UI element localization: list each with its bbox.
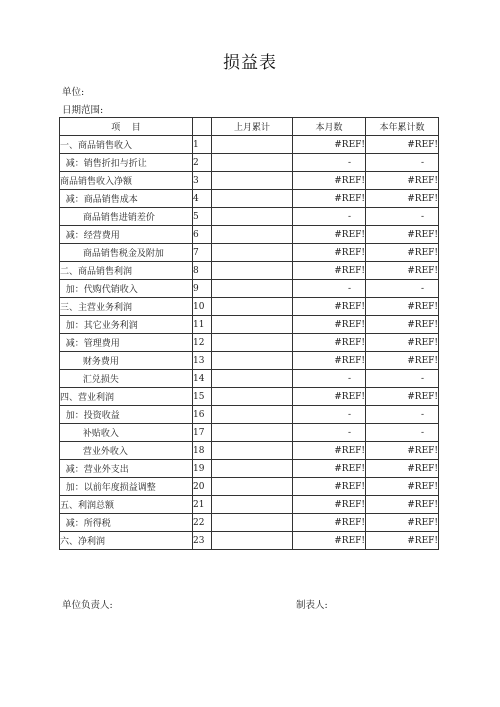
row-line-number: 14 bbox=[193, 370, 212, 388]
row-item-label: 商品销售税金及附加 bbox=[60, 244, 193, 262]
date-range-label: 日期范围: bbox=[62, 105, 104, 116]
header-year-cumulative: 本年累计数 bbox=[366, 118, 439, 136]
row-this-month: #REF! bbox=[293, 334, 366, 352]
row-prev-month-cumulative bbox=[212, 514, 293, 532]
row-line-number: 5 bbox=[193, 208, 212, 226]
row-item-label: 减：管理费用 bbox=[60, 334, 193, 352]
row-this-month: - bbox=[293, 208, 366, 226]
row-line-number: 18 bbox=[193, 442, 212, 460]
row-prev-month-cumulative bbox=[212, 388, 293, 406]
row-line-number: 20 bbox=[193, 478, 212, 496]
row-this-month: #REF! bbox=[293, 172, 366, 190]
table-row bbox=[60, 190, 439, 208]
row-year-cumulative: #REF! bbox=[366, 244, 439, 262]
row-this-month: #REF! bbox=[293, 136, 366, 154]
row-item-label: 补贴收入 bbox=[60, 424, 193, 442]
row-year-cumulative: #REF! bbox=[366, 460, 439, 478]
row-this-month: #REF! bbox=[293, 226, 366, 244]
row-line-number: 2 bbox=[193, 154, 212, 172]
page-title: 损益表 bbox=[223, 53, 277, 73]
row-line-number: 7 bbox=[193, 244, 212, 262]
income-statement-table bbox=[59, 117, 439, 550]
header-prev-month-cumulative: 上月累计 bbox=[212, 118, 293, 136]
row-year-cumulative: #REF! bbox=[366, 262, 439, 280]
row-this-month: #REF! bbox=[293, 388, 366, 406]
row-line-number: 3 bbox=[193, 172, 212, 190]
row-year-cumulative: - bbox=[366, 370, 439, 388]
row-year-cumulative: #REF! bbox=[366, 352, 439, 370]
row-prev-month-cumulative bbox=[212, 226, 293, 244]
row-item-label: 减：商品销售成本 bbox=[60, 190, 193, 208]
row-prev-month-cumulative bbox=[212, 154, 293, 172]
row-prev-month-cumulative bbox=[212, 334, 293, 352]
table-row bbox=[60, 514, 439, 532]
table-row bbox=[60, 406, 439, 424]
row-this-month: #REF! bbox=[293, 190, 366, 208]
row-prev-month-cumulative bbox=[212, 424, 293, 442]
row-line-number: 15 bbox=[193, 388, 212, 406]
row-item-label: 一、商品销售收入 bbox=[60, 136, 193, 154]
row-line-number: 4 bbox=[193, 190, 212, 208]
table-row bbox=[60, 316, 439, 334]
row-this-month: #REF! bbox=[293, 514, 366, 532]
footer-responsible-person: 单位负责人: bbox=[62, 600, 113, 611]
row-this-month: #REF! bbox=[293, 532, 366, 550]
unit-label: 单位: bbox=[62, 87, 85, 98]
row-this-month: #REF! bbox=[293, 244, 366, 262]
table-row bbox=[60, 262, 439, 280]
row-this-month: - bbox=[293, 406, 366, 424]
row-prev-month-cumulative bbox=[212, 496, 293, 514]
table-row bbox=[60, 136, 439, 154]
row-year-cumulative: #REF! bbox=[366, 496, 439, 514]
table-row bbox=[60, 280, 439, 298]
row-prev-month-cumulative bbox=[212, 370, 293, 388]
row-this-month: #REF! bbox=[293, 478, 366, 496]
table-row bbox=[60, 226, 439, 244]
row-year-cumulative: #REF! bbox=[366, 334, 439, 352]
table-row bbox=[60, 442, 439, 460]
row-this-month: #REF! bbox=[293, 496, 366, 514]
row-prev-month-cumulative bbox=[212, 316, 293, 334]
row-item-label: 加：以前年度损益调整 bbox=[60, 478, 193, 496]
row-prev-month-cumulative bbox=[212, 208, 293, 226]
row-year-cumulative: #REF! bbox=[366, 442, 439, 460]
row-year-cumulative: - bbox=[366, 280, 439, 298]
row-line-number: 11 bbox=[193, 316, 212, 334]
header-item: 项 目 bbox=[60, 118, 193, 136]
row-prev-month-cumulative bbox=[212, 460, 293, 478]
row-year-cumulative: #REF! bbox=[366, 514, 439, 532]
row-item-label: 二、商品销售利润 bbox=[60, 262, 193, 280]
row-this-month: - bbox=[293, 424, 366, 442]
table-row bbox=[60, 208, 439, 226]
row-year-cumulative: #REF! bbox=[366, 226, 439, 244]
row-year-cumulative: #REF! bbox=[366, 388, 439, 406]
table-row bbox=[60, 352, 439, 370]
row-year-cumulative: #REF! bbox=[366, 172, 439, 190]
row-item-label: 减：经营费用 bbox=[60, 226, 193, 244]
row-prev-month-cumulative bbox=[212, 190, 293, 208]
row-item-label: 六、净利润 bbox=[60, 532, 193, 550]
row-this-month: #REF! bbox=[293, 442, 366, 460]
row-this-month: #REF! bbox=[293, 316, 366, 334]
row-year-cumulative: #REF! bbox=[366, 136, 439, 154]
row-item-label: 汇兑损失 bbox=[60, 370, 193, 388]
row-line-number: 13 bbox=[193, 352, 212, 370]
table-row bbox=[60, 370, 439, 388]
table-row bbox=[60, 478, 439, 496]
table-body bbox=[60, 136, 439, 550]
row-line-number: 17 bbox=[193, 424, 212, 442]
row-this-month: #REF! bbox=[293, 262, 366, 280]
row-year-cumulative: - bbox=[366, 406, 439, 424]
row-item-label: 减：营业外支出 bbox=[60, 460, 193, 478]
row-line-number: 9 bbox=[193, 280, 212, 298]
row-item-label: 五、利润总额 bbox=[60, 496, 193, 514]
row-year-cumulative: #REF! bbox=[366, 298, 439, 316]
row-prev-month-cumulative bbox=[212, 406, 293, 424]
table-row bbox=[60, 460, 439, 478]
row-item-label: 加：投资收益 bbox=[60, 406, 193, 424]
row-this-month: #REF! bbox=[293, 352, 366, 370]
row-item-label: 三、主营业务利润 bbox=[60, 298, 193, 316]
row-this-month: - bbox=[293, 280, 366, 298]
table-row bbox=[60, 172, 439, 190]
row-item-label: 商品销售收入净额 bbox=[60, 172, 193, 190]
row-line-number: 23 bbox=[193, 532, 212, 550]
row-line-number: 19 bbox=[193, 460, 212, 478]
row-this-month: - bbox=[293, 370, 366, 388]
row-this-month: #REF! bbox=[293, 460, 366, 478]
row-line-number: 1 bbox=[193, 136, 212, 154]
row-item-label: 营业外收入 bbox=[60, 442, 193, 460]
table-row bbox=[60, 154, 439, 172]
table-row bbox=[60, 298, 439, 316]
table-row bbox=[60, 334, 439, 352]
row-prev-month-cumulative bbox=[212, 172, 293, 190]
table-row bbox=[60, 388, 439, 406]
table-header-row bbox=[60, 118, 439, 136]
row-prev-month-cumulative bbox=[212, 532, 293, 550]
row-line-number: 6 bbox=[193, 226, 212, 244]
row-line-number: 10 bbox=[193, 298, 212, 316]
table-row bbox=[60, 496, 439, 514]
row-year-cumulative: #REF! bbox=[366, 316, 439, 334]
footer-preparer: 制表人: bbox=[296, 600, 328, 611]
row-prev-month-cumulative bbox=[212, 280, 293, 298]
row-this-month: #REF! bbox=[293, 298, 366, 316]
row-prev-month-cumulative bbox=[212, 442, 293, 460]
row-item-label: 减：所得税 bbox=[60, 514, 193, 532]
row-item-label: 减：销售折扣与折让 bbox=[60, 154, 193, 172]
row-this-month: - bbox=[293, 154, 366, 172]
row-line-number: 16 bbox=[193, 406, 212, 424]
row-prev-month-cumulative bbox=[212, 262, 293, 280]
row-item-label: 加：其它业务利润 bbox=[60, 316, 193, 334]
row-year-cumulative: - bbox=[366, 208, 439, 226]
row-item-label: 加：代购代销收入 bbox=[60, 280, 193, 298]
table-row bbox=[60, 424, 439, 442]
row-year-cumulative: - bbox=[366, 154, 439, 172]
row-prev-month-cumulative bbox=[212, 352, 293, 370]
row-year-cumulative: #REF! bbox=[366, 532, 439, 550]
table-row bbox=[60, 244, 439, 262]
header-line bbox=[193, 118, 212, 136]
header-this-month: 本月数 bbox=[293, 118, 366, 136]
row-line-number: 21 bbox=[193, 496, 212, 514]
row-prev-month-cumulative bbox=[212, 478, 293, 496]
row-prev-month-cumulative bbox=[212, 244, 293, 262]
row-item-label: 商品销售进销差价 bbox=[60, 208, 193, 226]
row-prev-month-cumulative bbox=[212, 136, 293, 154]
row-year-cumulative: - bbox=[366, 424, 439, 442]
row-item-label: 四、营业利润 bbox=[60, 388, 193, 406]
row-item-label: 财务费用 bbox=[60, 352, 193, 370]
row-prev-month-cumulative bbox=[212, 298, 293, 316]
table-row bbox=[60, 532, 439, 550]
row-line-number: 12 bbox=[193, 334, 212, 352]
row-year-cumulative: #REF! bbox=[366, 190, 439, 208]
row-line-number: 22 bbox=[193, 514, 212, 532]
row-line-number: 8 bbox=[193, 262, 212, 280]
row-year-cumulative: #REF! bbox=[366, 478, 439, 496]
